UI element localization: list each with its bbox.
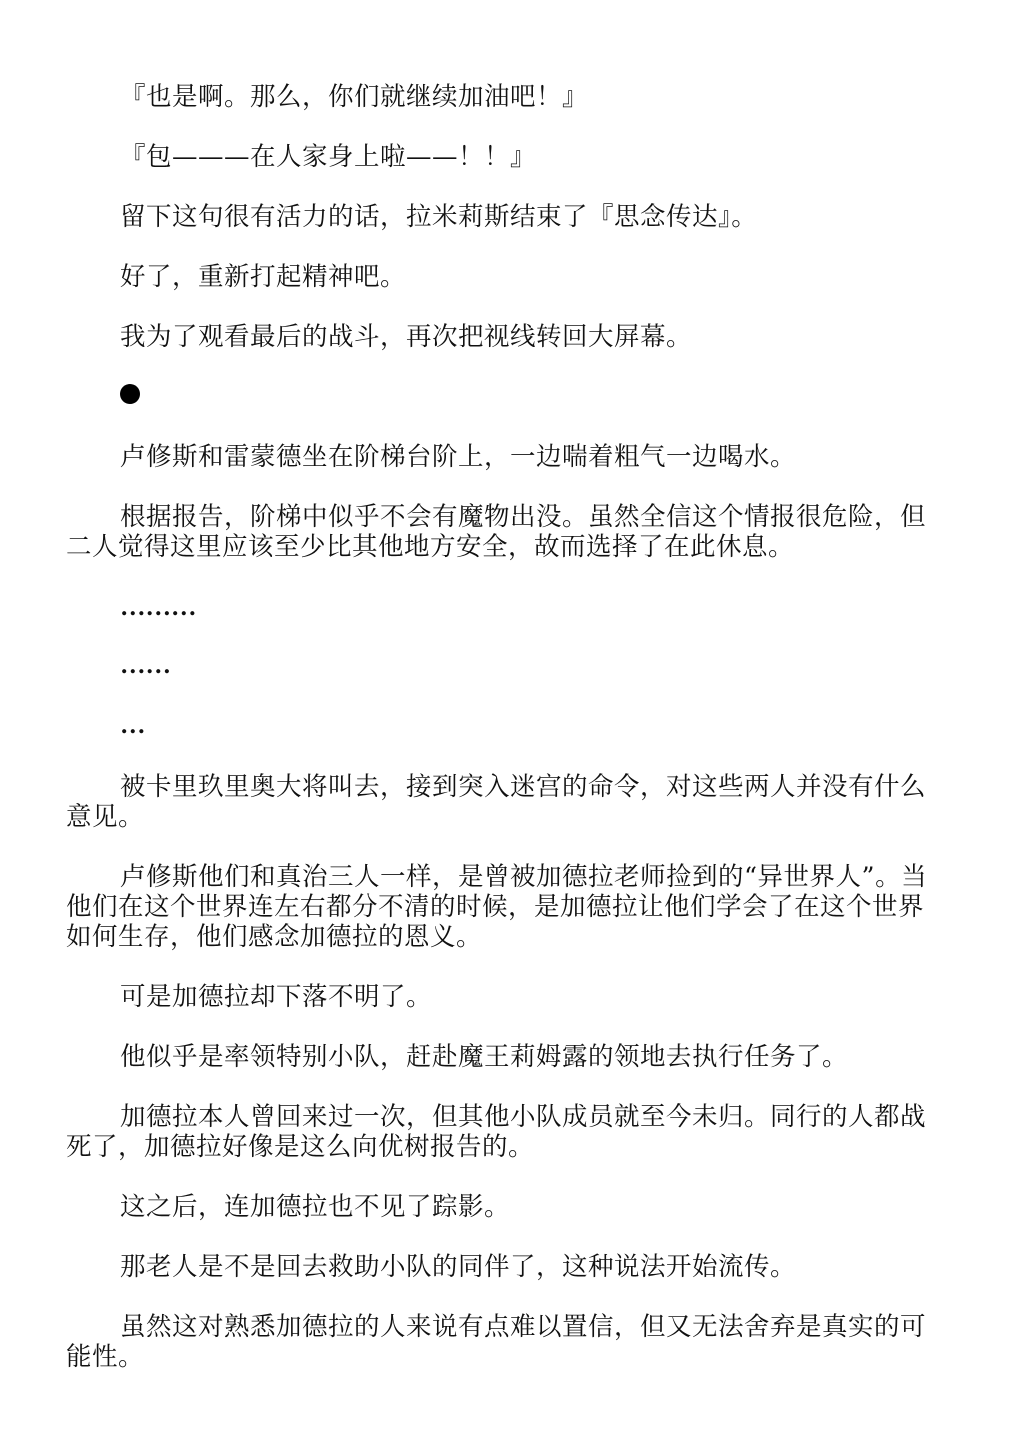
paragraph: 卢修斯他们和真治三人一样，是曾被加德拉老师捡到的“异世界人”。当他们在这个世界连左右都分不清的时候，是加德拉让他们学会了在这个世界如何生存，他们感念加德拉的恩义。 (66, 862, 928, 952)
paragraph: 虽然这对熟悉加德拉的人来说有点难以置信，但又无法舍弃是真实的可能性。 (66, 1312, 927, 1372)
paragraph: 留下这句很有活力的话，拉米莉斯结束了『思念传达』。 (120, 202, 758, 232)
ellipsis-line: …… (120, 650, 171, 679)
ellipsis-line: ……… (120, 592, 197, 621)
paragraph: 我为了观看最后的战斗，再次把视线转回大屏幕。 (120, 322, 693, 352)
paragraph: 卢修斯和雷蒙德坐在阶梯台阶上，一边喘着粗气一边喝水。 (120, 442, 797, 472)
paragraph: 被卡里玖里奥大将叫去，接到突入迷宫的命令，对这些两人并没有什么意见。 (66, 772, 927, 832)
paragraph: 那老人是不是回去救助小队的同伴了，这种说法开始流传。 (120, 1252, 797, 1282)
paragraph: 『也是啊。那么，你们就继续加油吧！』 (120, 82, 589, 112)
paragraph: 这之后，连加德拉也不见了踪影。 (120, 1192, 511, 1222)
paragraph: 他似乎是率领特别小队，赶赴魔王莉姆露的领地去执行任务了。 (120, 1042, 849, 1072)
paragraph: 可是加德拉却下落不明了。 (120, 982, 433, 1012)
paragraph: 好了，重新打起精神吧。 (120, 262, 407, 292)
paragraph: 『包———在人家身上啦——！！』 (120, 142, 537, 172)
section-break-bullet-icon (120, 384, 140, 404)
paragraph: 加德拉本人曾回来过一次，但其他小队成员就至今未归。同行的人都战死了，加德拉好像是这么向优树报告的。 (66, 1102, 927, 1162)
ellipsis-line: … (120, 710, 146, 739)
paragraph: 根据报告，阶梯中似乎不会有魔物出没。虽然全信这个情报很危险，但二人觉得这里应该至少比其他地方安全，故而选择了在此休息。 (66, 502, 927, 562)
